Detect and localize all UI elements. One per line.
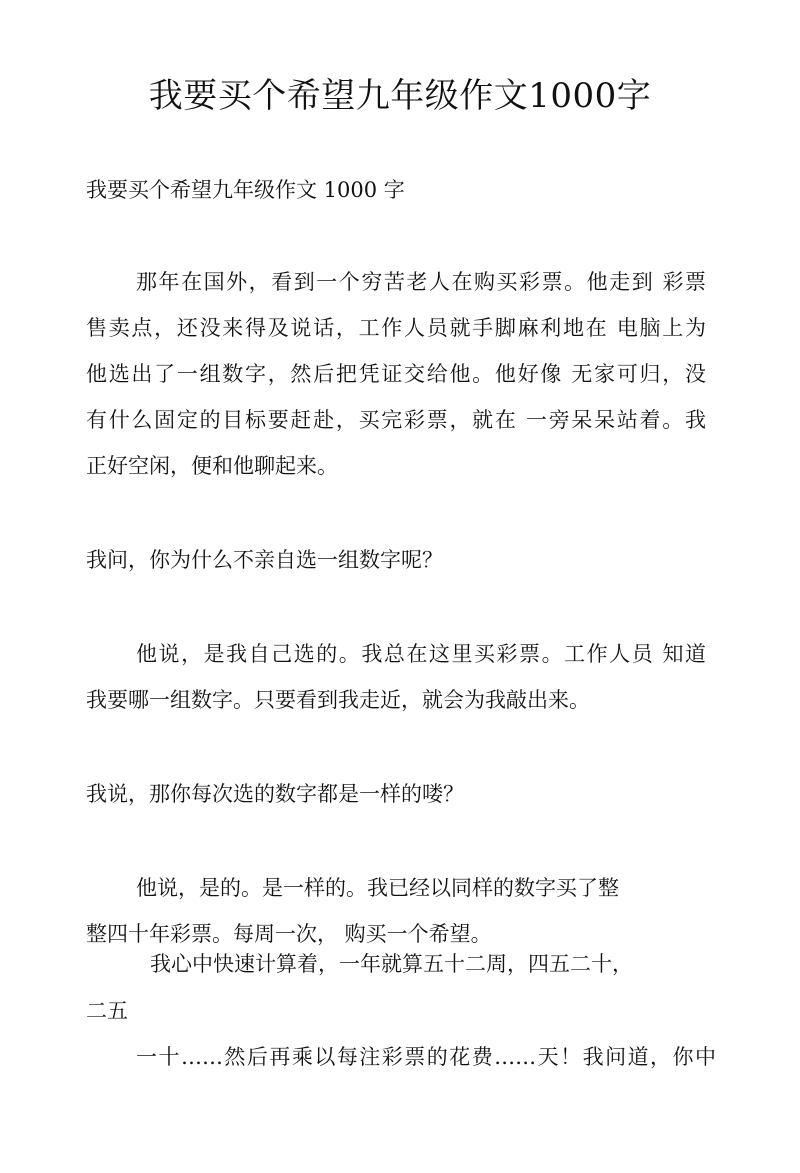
paragraph-1-line-4: 有什么固定的目标要赶赴，买完彩票，就在 一旁呆呆站着。我 — [86, 408, 706, 432]
paragraph-1-line-5: 正好空闲，便和他聊起来。 — [86, 454, 338, 478]
paragraph-1-line-3: 他选出了一组数字，然后把凭证交给他。他好像 无家可归，没 — [86, 362, 706, 386]
paragraph-2: 我问，你为什么不亲自选一组数字呢？ — [86, 548, 443, 572]
paragraph-6-line-1: 我心中快速计算着，一年就算五十二周，四五二十， — [150, 952, 633, 976]
paragraph-3-line-1: 他说，是我自己选的。我总在这里买彩票。工作人员 知道 — [136, 642, 706, 666]
document-title: 我要买个希望九年级作文1000字 — [148, 76, 652, 116]
paragraph-4: 我说，那你每次选的数字都是一样的喽？ — [86, 782, 464, 806]
paragraph-5-line-2: 整四十年彩票。每周一次， 购买一个希望。 — [86, 922, 492, 946]
paragraph-6-line-2: 二五 — [86, 999, 128, 1023]
paragraph-5-line-1: 他说，是的。是一样的。我已经以同样的数字买了整 — [136, 876, 619, 900]
document-subtitle: 我要买个希望九年级作文 1000 字 — [86, 178, 405, 202]
paragraph-6-line-3: 一十……然后再乘以每注彩票的花费……天！我问道，你中 — [136, 1045, 716, 1069]
paragraph-3-line-2: 我要哪一组数字。只要看到我走近，就会为我敲出来。 — [86, 688, 590, 712]
paragraph-1-line-1: 那年在国外，看到一个穷苦老人在购买彩票。他走到 彩票 — [136, 270, 706, 294]
paragraph-1-line-2: 售卖点，还没来得及说话，工作人员就手脚麻利地在 电脑上为 — [86, 316, 706, 340]
